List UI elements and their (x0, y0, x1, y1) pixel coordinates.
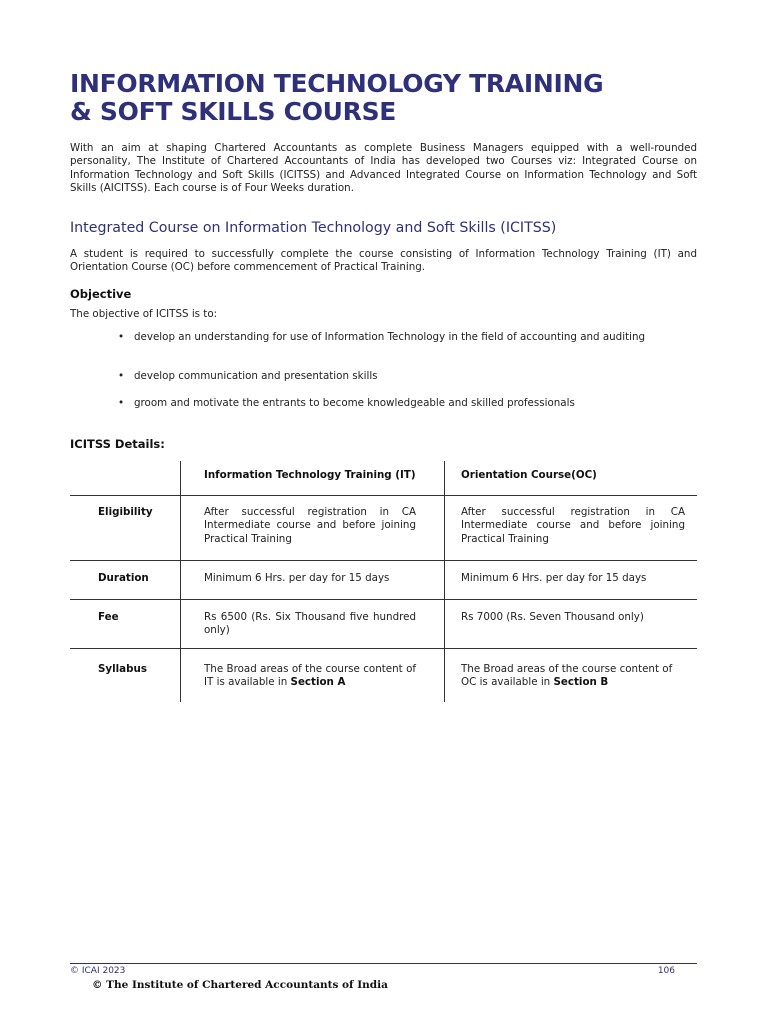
objective-item-text: develop communication and presentation skills (134, 370, 378, 382)
footer-icai-year: © ICAI 2023 (70, 966, 126, 976)
objective-item-text: develop an understanding for use of Information Technology in the field of accounting and auditing (134, 331, 646, 343)
cell-eligibility-oc: After successful registration in CA Intermediate course and before joining Practical Training (461, 506, 685, 545)
cell-fee-oc: Rs 7000 (Rs. Seven Thousand only) (461, 611, 644, 623)
section-a-reference: Section A (290, 676, 346, 689)
section-paragraph: A student is required to successfully complete the course consisting of Information Technology Training (IT) and Orientation Course (OC) before commencement of Practical Training. (70, 248, 697, 274)
table-divider (70, 648, 697, 649)
row-label-syllabus: Syllabus (98, 663, 147, 675)
page-title (70, 70, 710, 126)
column-header-it: Information Technology Training (IT) (204, 469, 416, 481)
intro-paragraph: With an aim at shaping Chartered Accountants as complete Business Managers equipped with a well-rounded personality, The Institute of Chartered Accountants of India has developed two Courses viz: Integrated Course on Information Technology and Soft Skills (ICITSS) and Advanced Integrated Course on Information Technology and Soft Skills (AICITSS). Each course is of Four Weeks duration. (70, 142, 697, 194)
footer-divider (70, 963, 697, 964)
table-divider (444, 461, 445, 702)
bullet-icon: • (118, 331, 125, 343)
cell-duration-it: Minimum 6 Hrs. per day for 15 days (204, 572, 390, 584)
cell-syllabus-it (204, 663, 416, 690)
syllabus-it-text: The Broad areas of the course content of IT is available in (204, 663, 416, 689)
column-header-oc: Orientation Course(OC) (461, 469, 597, 481)
table-divider (70, 599, 697, 600)
objective-intro: The objective of ICITSS is to: (70, 308, 218, 320)
syllabus-oc-text: The Broad areas of the course content of OC is available in (461, 663, 673, 689)
table-divider (70, 560, 697, 561)
table-divider (70, 495, 697, 496)
row-label-eligibility: Eligibility (98, 506, 153, 518)
page-title-line-2: & SOFT SKILLS COURSE (70, 97, 397, 126)
table-divider (180, 461, 181, 702)
page-number: 106 (657, 966, 675, 976)
section-b-reference: Section B (553, 676, 609, 689)
cell-duration-oc: Minimum 6 Hrs. per day for 15 days (461, 572, 647, 584)
cell-fee-it: Rs 6500 (Rs. Six Thousand five hundred only) (204, 611, 416, 637)
bullet-icon: • (118, 397, 125, 409)
row-label-fee: Fee (98, 611, 119, 623)
objective-heading: Objective (70, 287, 132, 301)
details-table (70, 461, 697, 702)
row-label-duration: Duration (98, 572, 149, 584)
cell-eligibility-it: After successful registration in CA Intermediate course and before joining Practical Training (204, 506, 416, 545)
copyright-notice: © The Institute of Chartered Accountants of India (92, 979, 388, 991)
section-heading: Integrated Course on Information Technology and Soft Skills (ICITSS) (70, 220, 557, 236)
objective-item-text: groom and motivate the entrants to become knowledgeable and skilled professionals (134, 397, 575, 409)
details-heading: ICITSS Details: (70, 437, 165, 451)
cell-syllabus-oc (461, 663, 689, 690)
bullet-icon: • (118, 370, 125, 382)
page-title-line-1: INFORMATION TECHNOLOGY TRAINING (70, 69, 604, 98)
